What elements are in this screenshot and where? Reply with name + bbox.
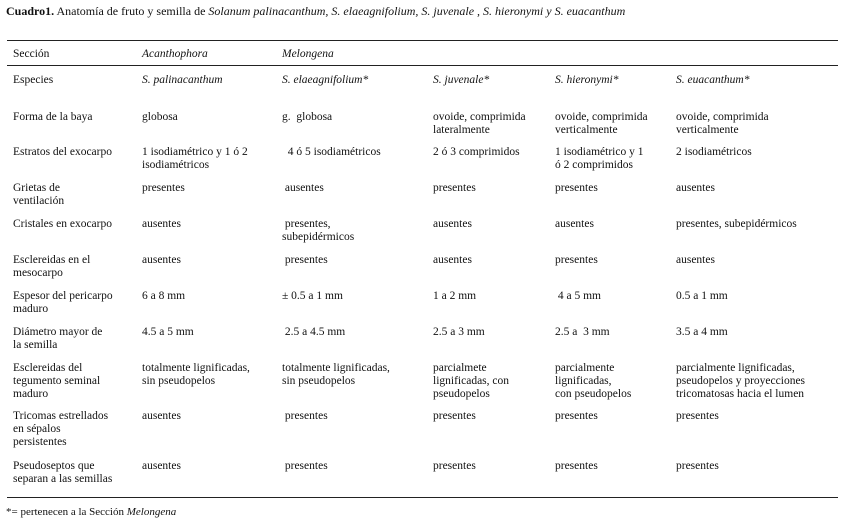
row-label [13,410,108,449]
table-cell-line: ausentes [433,254,472,266]
table-cell [282,74,368,87]
table-cell-line: ausentes [676,182,715,194]
table-cell-line: presentes [433,410,476,422]
table-cell [282,182,324,195]
table-cell-line: con pseudopelos [555,388,632,400]
row-label [13,182,64,208]
table-cell [676,410,719,423]
table-cell-line: 0.5 a 1 mm [676,290,728,302]
table-cell-line: pseudopelos y proyecciones [676,375,806,387]
table-cell-line: 4.5 a 5 mm [142,326,194,338]
table-cell-line: ausentes [142,218,181,230]
table-cell [142,290,185,303]
table-cell [676,74,749,87]
row-label [13,111,93,124]
table-cell-line: presentes [555,182,598,194]
table-cell-line: presentes [555,254,598,266]
table-cell-line: g. globosa [282,111,333,123]
row-label-line: mesocarpo [13,267,63,279]
table-cell-line: ausentes [142,254,181,266]
table-cell-line: presentes [433,182,476,194]
row-label-line: separan a las semillas [13,473,113,485]
row-label-line: Grietas de [13,182,60,194]
row-label-line: maduro [13,388,49,400]
table-cell-line: S. euacanthum* [676,74,750,86]
row-label-line: ventilación [13,195,65,207]
row-label-line: Esclereidas en el [13,254,91,266]
row-label-line: maduro [13,303,49,315]
table-cell-line: ovoide, comprimida [433,111,526,123]
row-label [13,254,90,280]
row-label [13,460,112,486]
table-cell-line: ausentes [282,182,324,194]
table-cell [433,146,520,159]
table-cell-line: 3.5 a 4 mm [676,326,728,338]
table-cell [142,218,181,231]
table-cell-line: presentes [282,410,328,422]
footnote [6,506,176,519]
table-cell-line: presentes [142,182,185,194]
table-cell-line: presentes, subepidérmicos [676,218,797,230]
row-label-line: persistentes [13,436,67,448]
table-cell [282,218,354,244]
row-label-line: Pseudoseptos que [13,460,95,472]
row-label [13,74,53,87]
table-cell-line: globosa [142,111,178,123]
caption-species: Solanum palinacanthum, S. elaeagnifolium, S. juvenale , S. hieronymi y S. euacanthum [208,4,626,18]
caption-label: Cuadro1. [6,4,55,18]
table-cell-line: ± 0.5 a 1 mm [282,290,343,302]
row-label-line: Diámetro mayor de [13,326,103,338]
footnote-section: Melongena [126,506,177,518]
table-cell-line: 1 isodiamétrico y 1 [555,146,644,158]
table-cell [676,182,715,195]
table-cell-line: S. elaeagnifolium* [282,74,369,86]
footnote-text: *= pertenecen a la Sección [6,506,127,518]
table-cell [282,111,332,124]
table-caption [6,5,625,18]
table-cell [142,111,178,124]
table-cell [282,254,328,267]
table-cell [555,218,594,231]
table-cell [142,146,248,172]
table-cell [433,218,472,231]
table-cell-line: ausentes [676,254,715,266]
table-cell-line: presentes [433,460,476,472]
table-cell [433,111,526,137]
table-cell [555,460,598,473]
row-label-line: tegumento seminal [13,375,101,387]
table-cell-line: ó 2 comprimidos [555,159,633,171]
table-cell-line: S. palinacanthum [142,74,223,86]
row-label [13,362,100,401]
table-cell-line: lignificadas, con [433,375,510,387]
table-cell [433,74,489,87]
table-cell-line: ausentes [142,410,181,422]
table-cell [555,111,648,137]
table-cell [282,410,328,423]
table-cell-line: ausentes [142,460,181,472]
table-cell [142,326,194,339]
table-cell [433,254,472,267]
table-cell-line: 6 a 8 mm [142,290,186,302]
table-cell-line: presentes [676,410,719,422]
table-cell [676,254,715,267]
row-label-line: Espesor del pericarpo [13,290,113,302]
table-cell-line: 1 isodiamétrico y 1 ó 2 [142,146,248,158]
table-cell [555,362,631,401]
table-cell-line: presentes [282,254,328,266]
row-label-line: Tricomas estrellados [13,410,109,422]
row-label [13,218,112,231]
row-label-line: Estratos del exocarpo [13,146,112,158]
table-cell-line: 2 ó 3 comprimidos [433,146,520,158]
row-label-line: en sépalos [13,423,61,435]
table-cell [676,362,805,401]
table-cell [142,460,181,473]
table-cell [555,254,598,267]
table-cell-line: tricomatosas hacia el lumen [676,388,805,400]
table-cell-line: totalmente lignificadas, [282,362,390,374]
table-cell [282,460,328,473]
table-cell-line: 2.5 a 4.5 mm [282,326,346,338]
table-cell-line: presentes [555,460,598,472]
table-cell [282,146,381,159]
table-cell-line: parcialmete [433,362,487,374]
table-cell-line: 1 a 2 mm [433,290,477,302]
table-cell-line: 2.5 a 3 mm [433,326,485,338]
table-cell-line: S. juvenale* [433,74,490,86]
table-cell-line: totalmente lignificadas, [142,362,250,374]
table-cell [142,254,181,267]
table-cell [433,182,476,195]
table-cell [433,326,485,339]
table-cell-line: presentes [555,410,598,422]
table-cell [142,182,185,195]
table-cell-line: parcialmente [555,362,615,374]
table-cell [142,410,181,423]
table-bottom-rule [7,497,838,498]
table-cell-line: ausentes [555,218,594,230]
table-cell-line: S. hieronymi* [555,74,619,86]
table-cell [555,410,598,423]
table-cell-line: ausentes [433,218,472,230]
row-label-line: la semilla [13,339,58,351]
table-cell-line: 2.5 a 3 mm [555,326,610,338]
row-label [13,290,113,316]
table-cell [433,410,476,423]
table-cell [282,326,345,339]
table-cell-line: lignificadas, [555,375,612,387]
table-cell-line: pseudopelos [433,388,490,400]
table-cell [676,146,752,159]
table-cell [555,290,601,303]
table-cell-line: presentes [282,460,328,472]
table-cell [142,362,250,388]
table-cell [555,326,610,339]
table-cell [142,74,223,87]
table-cell-line: verticalmente [555,124,618,136]
table-cell-line: sin pseudopelos [142,375,216,387]
table-cell-line: presentes [676,460,719,472]
header-bottom-rule [7,65,838,66]
table-cell-line: parcialmente lignificadas, [676,362,795,374]
table-cell-line: ovoide, comprimida [555,111,648,123]
table-cell-line: subepidérmicos [282,231,355,243]
table-top-rule [7,40,838,41]
table-cell-line: 4 a 5 mm [555,290,601,302]
table-cell-line: isodiamétricos [142,159,210,171]
table-cell-line: 4 ó 5 isodiamétricos [282,146,381,158]
table-cell [676,326,728,339]
row-label [13,326,102,352]
table-cell-line: lateralmente [433,124,490,136]
header-section-acanthophora: Acanthophora [142,48,208,60]
table-cell-line: presentes, [282,218,331,230]
table-cell [676,460,719,473]
table-cell [676,290,728,303]
table-cell [555,74,618,87]
row-label-line: Especies [13,74,54,86]
table-cell-line: verticalmente [676,124,739,136]
table-cell [282,290,343,303]
caption-text: Anatomía de fruto y semilla de [54,4,209,18]
table-cell-line: ovoide, comprimida [676,111,769,123]
table-cell [282,362,390,388]
table-cell [433,290,476,303]
table-cell [555,182,598,195]
table-cell [676,111,769,137]
table-cell [555,146,643,172]
row-label-line: Cristales en exocarpo [13,218,112,230]
row-label-line: Forma de la baya [13,111,93,123]
header-seccion: Sección [13,48,50,60]
row-label-line: Esclereidas del [13,362,83,374]
header-section-melongena: Melongena [282,48,334,60]
row-label [13,146,112,159]
table-cell [433,460,476,473]
table-cell-line: sin pseudopelos [282,375,356,387]
table-cell-line: 2 isodiamétricos [676,146,752,158]
table-cell [676,218,797,231]
table-cell [433,362,509,401]
